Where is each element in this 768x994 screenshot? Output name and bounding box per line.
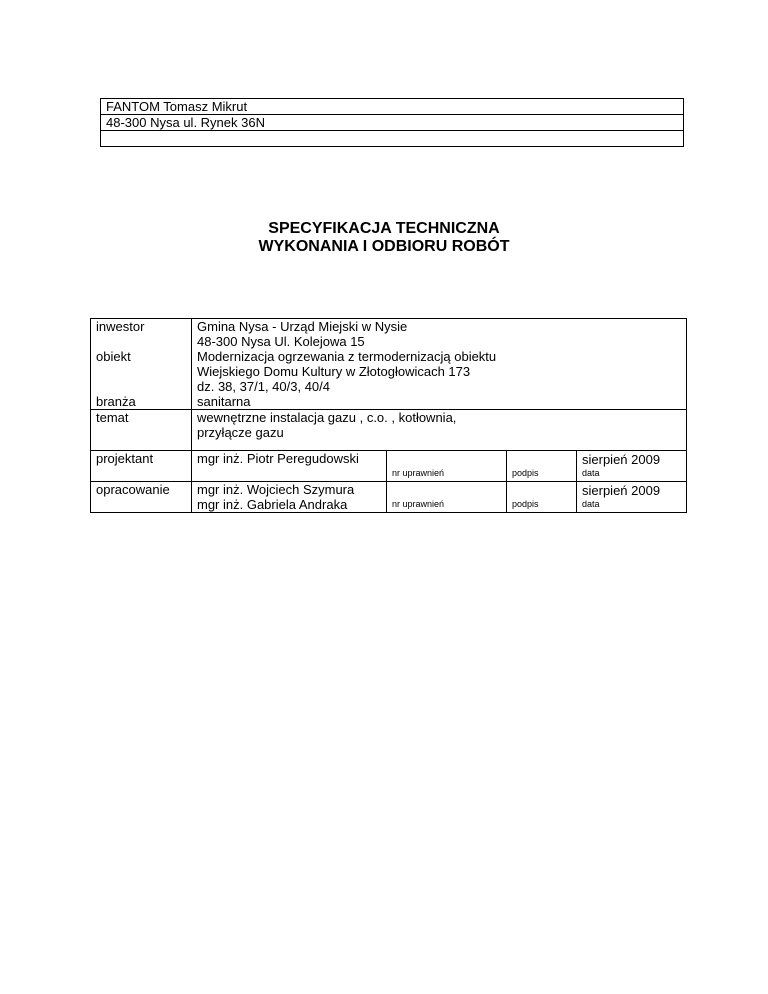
projektant-label: projektant [91, 451, 192, 482]
opracowanie-label: opracowanie [91, 482, 192, 513]
opracowanie-name-2: mgr inż. Gabriela Andraka [197, 497, 348, 512]
opracowanie-name-1: mgr inż. Wojciech Szymura [197, 482, 355, 497]
opracowanie-names [192, 482, 387, 513]
temat-line-2: przyłącze gazu [197, 425, 284, 440]
firm-name: FANTOM Tomasz Mikrut [101, 99, 684, 115]
projektant-date-label: data [582, 468, 600, 478]
obiekt-line-2: Wiejskiego Domu Kultury w Złotogłowicach 173 [197, 364, 471, 379]
opracowanie-nr: nr uprawnień [392, 499, 445, 509]
obiekt-line-1: Modernizacja ogrzewania z termodernizacją obiektu [197, 349, 497, 364]
title-line-2: WYKONANIA I ODBIORU ROBÓT [258, 238, 510, 255]
title-line-1: SPECYFIKACJA TECHNICZNA [268, 220, 500, 237]
project-info-table [90, 318, 687, 513]
obiekt-label: obiekt [96, 349, 131, 364]
opracowanie-nr-cell [387, 482, 507, 513]
opracowanie-date: sierpień 2009 [582, 483, 661, 498]
projektant-date-cell [577, 451, 687, 482]
labels-cell [91, 319, 192, 410]
opracowanie-date-cell [577, 482, 687, 513]
inwestor-label: inwestor [96, 319, 145, 334]
firm-header-table [100, 98, 684, 147]
opracowanie-podpis-cell [507, 482, 577, 513]
projektant-name: mgr inż. Piotr Peregudowski [192, 451, 387, 482]
projektant-nr-cell [387, 451, 507, 482]
temat-label: temat [91, 410, 192, 451]
branza-label: branża [96, 394, 136, 409]
opracowanie-podpis: podpis [512, 499, 539, 509]
projektant-podpis-cell [507, 451, 577, 482]
obiekt-line-3: dz. 38, 37/1, 40/3, 40/4 [197, 379, 330, 394]
document-title [0, 220, 768, 256]
temat-value [192, 410, 687, 451]
firm-empty-row [101, 131, 684, 147]
opracowanie-date-label: data [582, 499, 600, 509]
projektant-nr: nr uprawnień [392, 468, 445, 478]
values-cell [192, 319, 687, 410]
inwestor-line-1: Gmina Nysa - Urząd Miejski w Nysie [197, 319, 408, 334]
firm-address: 48-300 Nysa ul. Rynek 36N [101, 115, 684, 131]
branza-value: sanitarna [197, 394, 251, 409]
projektant-date: sierpień 2009 [582, 452, 661, 467]
projektant-podpis: podpis [512, 468, 539, 478]
temat-line-1: wewnętrzne instalacja gazu , c.o. , kotłownia, [197, 410, 457, 425]
inwestor-line-2: 48-300 Nysa Ul. Kolejowa 15 [197, 334, 365, 349]
